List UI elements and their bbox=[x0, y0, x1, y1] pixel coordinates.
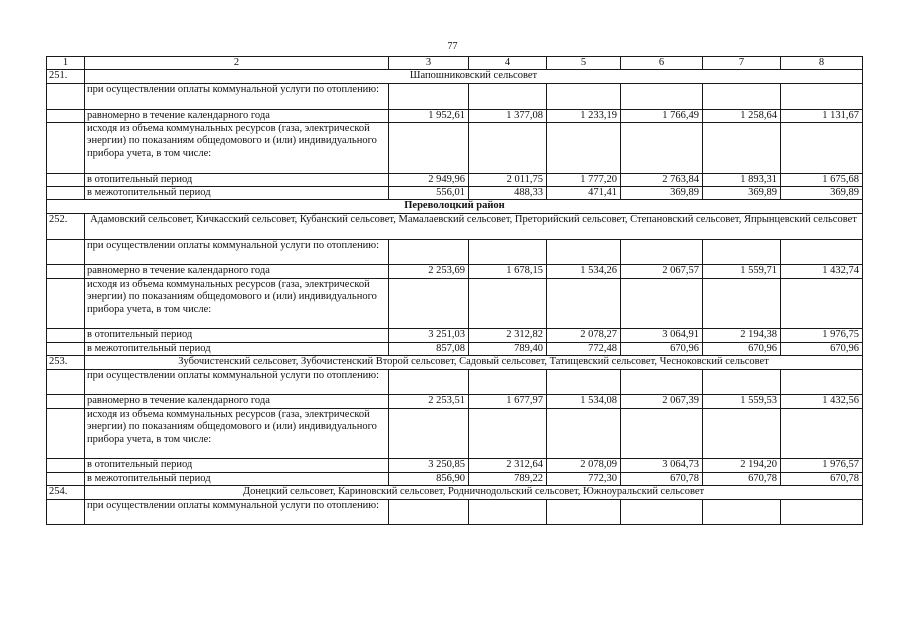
value-cell: 1 233,19 bbox=[547, 109, 621, 122]
value-cell bbox=[547, 239, 621, 265]
value-cell bbox=[547, 123, 621, 174]
value-cell bbox=[703, 239, 781, 265]
table-row bbox=[47, 472, 863, 485]
value-cell bbox=[389, 369, 469, 395]
row-label: равномерно в течение календарного года bbox=[85, 109, 389, 122]
value-cell: 1 976,57 bbox=[781, 459, 863, 472]
empty-cell bbox=[47, 408, 85, 459]
column-header: 3 bbox=[389, 57, 469, 70]
value-cell: 2 312,64 bbox=[469, 459, 547, 472]
value-cell: 2 763,84 bbox=[621, 173, 703, 186]
tariff-table bbox=[46, 56, 863, 525]
value-cell bbox=[621, 369, 703, 395]
table-row bbox=[47, 187, 863, 200]
row-label: при осуществлении оплаты коммунальной услуги по отоплению: bbox=[85, 499, 389, 525]
table-row bbox=[47, 329, 863, 342]
value-cell bbox=[781, 369, 863, 395]
row-label: исходя из объема коммунальных ресурсов (газа, электрической энергии) по показаниям общедомового и (или) индивидуального прибора учета, в том числе: bbox=[85, 278, 389, 329]
value-cell: 1 893,31 bbox=[703, 173, 781, 186]
row-label: при осуществлении оплаты коммунальной услуги по отоплению: bbox=[85, 239, 389, 265]
value-cell: 2 067,39 bbox=[621, 395, 703, 408]
table-row bbox=[47, 342, 863, 355]
value-cell: 2 253,69 bbox=[389, 265, 469, 278]
value-cell: 1 131,67 bbox=[781, 109, 863, 122]
value-cell: 369,89 bbox=[781, 187, 863, 200]
value-cell bbox=[703, 408, 781, 459]
column-number-row bbox=[47, 57, 863, 70]
value-cell: 1 777,20 bbox=[547, 173, 621, 186]
value-cell: 670,96 bbox=[781, 342, 863, 355]
value-cell: 1 976,75 bbox=[781, 329, 863, 342]
value-cell bbox=[621, 123, 703, 174]
row-label: в межотопительный период bbox=[85, 342, 389, 355]
value-cell: 3 250,85 bbox=[389, 459, 469, 472]
value-cell bbox=[781, 239, 863, 265]
value-cell: 2 312,82 bbox=[469, 329, 547, 342]
value-cell bbox=[621, 408, 703, 459]
table-row bbox=[47, 173, 863, 186]
value-cell: 2 253,51 bbox=[389, 395, 469, 408]
value-cell: 856,90 bbox=[389, 472, 469, 485]
empty-cell bbox=[47, 459, 85, 472]
value-cell bbox=[621, 278, 703, 329]
value-cell: 556,01 bbox=[389, 187, 469, 200]
row-label: при осуществлении оплаты коммунальной услуги по отоплению: bbox=[85, 83, 389, 109]
value-cell: 1 432,56 bbox=[781, 395, 863, 408]
column-header: 7 bbox=[703, 57, 781, 70]
table-body bbox=[47, 57, 863, 525]
value-cell: 1 432,74 bbox=[781, 265, 863, 278]
value-cell bbox=[469, 278, 547, 329]
value-cell bbox=[547, 499, 621, 525]
column-header: 6 bbox=[621, 57, 703, 70]
value-cell bbox=[547, 278, 621, 329]
value-cell: 369,89 bbox=[703, 187, 781, 200]
empty-cell bbox=[47, 109, 85, 122]
value-cell: 789,40 bbox=[469, 342, 547, 355]
empty-cell bbox=[47, 173, 85, 186]
value-cell: 789,22 bbox=[469, 472, 547, 485]
value-cell bbox=[389, 83, 469, 109]
value-cell bbox=[781, 499, 863, 525]
value-cell: 1 377,08 bbox=[469, 109, 547, 122]
table-row bbox=[47, 109, 863, 122]
settlement-title: Шапошниковский сельсовет bbox=[85, 70, 863, 83]
table-row bbox=[47, 123, 863, 174]
value-cell bbox=[781, 278, 863, 329]
value-cell: 1 677,97 bbox=[469, 395, 547, 408]
empty-cell bbox=[47, 187, 85, 200]
value-cell: 1 534,26 bbox=[547, 265, 621, 278]
value-cell: 670,78 bbox=[781, 472, 863, 485]
row-label: в межотопительный период bbox=[85, 187, 389, 200]
settlement-row bbox=[47, 356, 863, 369]
value-cell: 369,89 bbox=[621, 187, 703, 200]
value-cell bbox=[703, 369, 781, 395]
empty-cell bbox=[47, 329, 85, 342]
value-cell: 670,78 bbox=[621, 472, 703, 485]
empty-cell bbox=[47, 499, 85, 525]
page-number: 77 bbox=[447, 41, 458, 52]
empty-cell bbox=[47, 83, 85, 109]
table-row bbox=[47, 278, 863, 329]
empty-cell bbox=[47, 472, 85, 485]
value-cell: 857,08 bbox=[389, 342, 469, 355]
table-row bbox=[47, 395, 863, 408]
value-cell: 2 078,09 bbox=[547, 459, 621, 472]
value-cell bbox=[547, 369, 621, 395]
row-label: равномерно в течение календарного года bbox=[85, 395, 389, 408]
value-cell: 670,96 bbox=[621, 342, 703, 355]
empty-cell bbox=[47, 395, 85, 408]
value-cell: 2 194,38 bbox=[703, 329, 781, 342]
table-row bbox=[47, 369, 863, 395]
value-cell: 488,33 bbox=[469, 187, 547, 200]
value-cell bbox=[781, 123, 863, 174]
row-label: исходя из объема коммунальных ресурсов (газа, электрической энергии) по показаниям общедомового и (или) индивидуального прибора учета, в том числе: bbox=[85, 408, 389, 459]
value-cell: 3 251,03 bbox=[389, 329, 469, 342]
value-cell: 772,48 bbox=[547, 342, 621, 355]
column-header: 8 bbox=[781, 57, 863, 70]
row-label: в межотопительный период bbox=[85, 472, 389, 485]
value-cell bbox=[469, 369, 547, 395]
column-header: 1 bbox=[47, 57, 85, 70]
row-label: в отопительный период bbox=[85, 173, 389, 186]
value-cell bbox=[389, 499, 469, 525]
value-cell bbox=[469, 123, 547, 174]
row-label: при осуществлении оплаты коммунальной услуги по отоплению: bbox=[85, 369, 389, 395]
value-cell: 670,96 bbox=[703, 342, 781, 355]
empty-cell bbox=[47, 123, 85, 174]
district-row bbox=[47, 200, 863, 213]
value-cell: 3 064,73 bbox=[621, 459, 703, 472]
row-label: равномерно в течение календарного года bbox=[85, 265, 389, 278]
value-cell bbox=[469, 499, 547, 525]
table-row bbox=[47, 499, 863, 525]
row-number: 252. bbox=[47, 213, 85, 239]
value-cell: 772,30 bbox=[547, 472, 621, 485]
value-cell bbox=[703, 278, 781, 329]
settlement-title: Донецкий сельсовет, Кариновский сельсовет, Родничнодольский сельсовет, Южноуральский сельсовет bbox=[85, 486, 863, 499]
table-row bbox=[47, 83, 863, 109]
value-cell: 1 559,71 bbox=[703, 265, 781, 278]
value-cell bbox=[781, 83, 863, 109]
empty-cell bbox=[47, 369, 85, 395]
value-cell bbox=[703, 499, 781, 525]
value-cell: 3 064,91 bbox=[621, 329, 703, 342]
column-header: 5 bbox=[547, 57, 621, 70]
value-cell: 1 258,64 bbox=[703, 109, 781, 122]
column-header: 2 bbox=[85, 57, 389, 70]
value-cell: 670,78 bbox=[703, 472, 781, 485]
value-cell bbox=[703, 83, 781, 109]
value-cell bbox=[389, 123, 469, 174]
settlement-row bbox=[47, 70, 863, 83]
empty-cell bbox=[47, 342, 85, 355]
value-cell: 2 194,20 bbox=[703, 459, 781, 472]
row-number: 254. bbox=[47, 486, 85, 499]
value-cell: 2 067,57 bbox=[621, 265, 703, 278]
tariff-table-wrapper bbox=[46, 56, 863, 525]
empty-cell bbox=[47, 265, 85, 278]
district-heading: Переволоцкий район bbox=[47, 200, 863, 213]
value-cell: 1 559,53 bbox=[703, 395, 781, 408]
value-cell bbox=[389, 408, 469, 459]
row-number: 253. bbox=[47, 356, 85, 369]
row-label: исходя из объема коммунальных ресурсов (газа, электрической энергии) по показаниям общедомового и (или) индивидуального прибора учета, в том числе: bbox=[85, 123, 389, 174]
settlement-title: Адамовский сельсовет, Кичкасский сельсовет, Кубанский сельсовет, Мамалаевский сельсовет, Преторийский сельсовет, Степановский сельсовет, Япрынцевский сельсовет bbox=[85, 213, 863, 239]
empty-cell bbox=[47, 239, 85, 265]
value-cell bbox=[389, 278, 469, 329]
value-cell: 1 678,15 bbox=[469, 265, 547, 278]
row-label: в отопительный период bbox=[85, 329, 389, 342]
value-cell: 1 766,49 bbox=[621, 109, 703, 122]
value-cell bbox=[469, 83, 547, 109]
table-row bbox=[47, 239, 863, 265]
value-cell bbox=[703, 123, 781, 174]
value-cell bbox=[621, 83, 703, 109]
value-cell: 1 675,68 bbox=[781, 173, 863, 186]
value-cell bbox=[469, 408, 547, 459]
settlement-row bbox=[47, 486, 863, 499]
value-cell bbox=[547, 408, 621, 459]
value-cell: 2 949,96 bbox=[389, 173, 469, 186]
table-row bbox=[47, 408, 863, 459]
settlement-title: Зубочистенский сельсовет, Зубочистенский Второй сельсовет, Садовый сельсовет, Татищевский сельсовет, Чесноковский сельсовет bbox=[85, 356, 863, 369]
value-cell bbox=[621, 499, 703, 525]
value-cell bbox=[389, 239, 469, 265]
value-cell bbox=[781, 408, 863, 459]
value-cell: 2 011,75 bbox=[469, 173, 547, 186]
table-row bbox=[47, 459, 863, 472]
value-cell bbox=[621, 239, 703, 265]
value-cell bbox=[547, 83, 621, 109]
value-cell: 471,41 bbox=[547, 187, 621, 200]
value-cell: 2 078,27 bbox=[547, 329, 621, 342]
value-cell bbox=[469, 239, 547, 265]
column-header: 4 bbox=[469, 57, 547, 70]
value-cell: 1 534,08 bbox=[547, 395, 621, 408]
value-cell: 1 952,61 bbox=[389, 109, 469, 122]
table-row bbox=[47, 265, 863, 278]
row-label: в отопительный период bbox=[85, 459, 389, 472]
settlement-row bbox=[47, 213, 863, 239]
row-number: 251. bbox=[47, 70, 85, 83]
empty-cell bbox=[47, 278, 85, 329]
